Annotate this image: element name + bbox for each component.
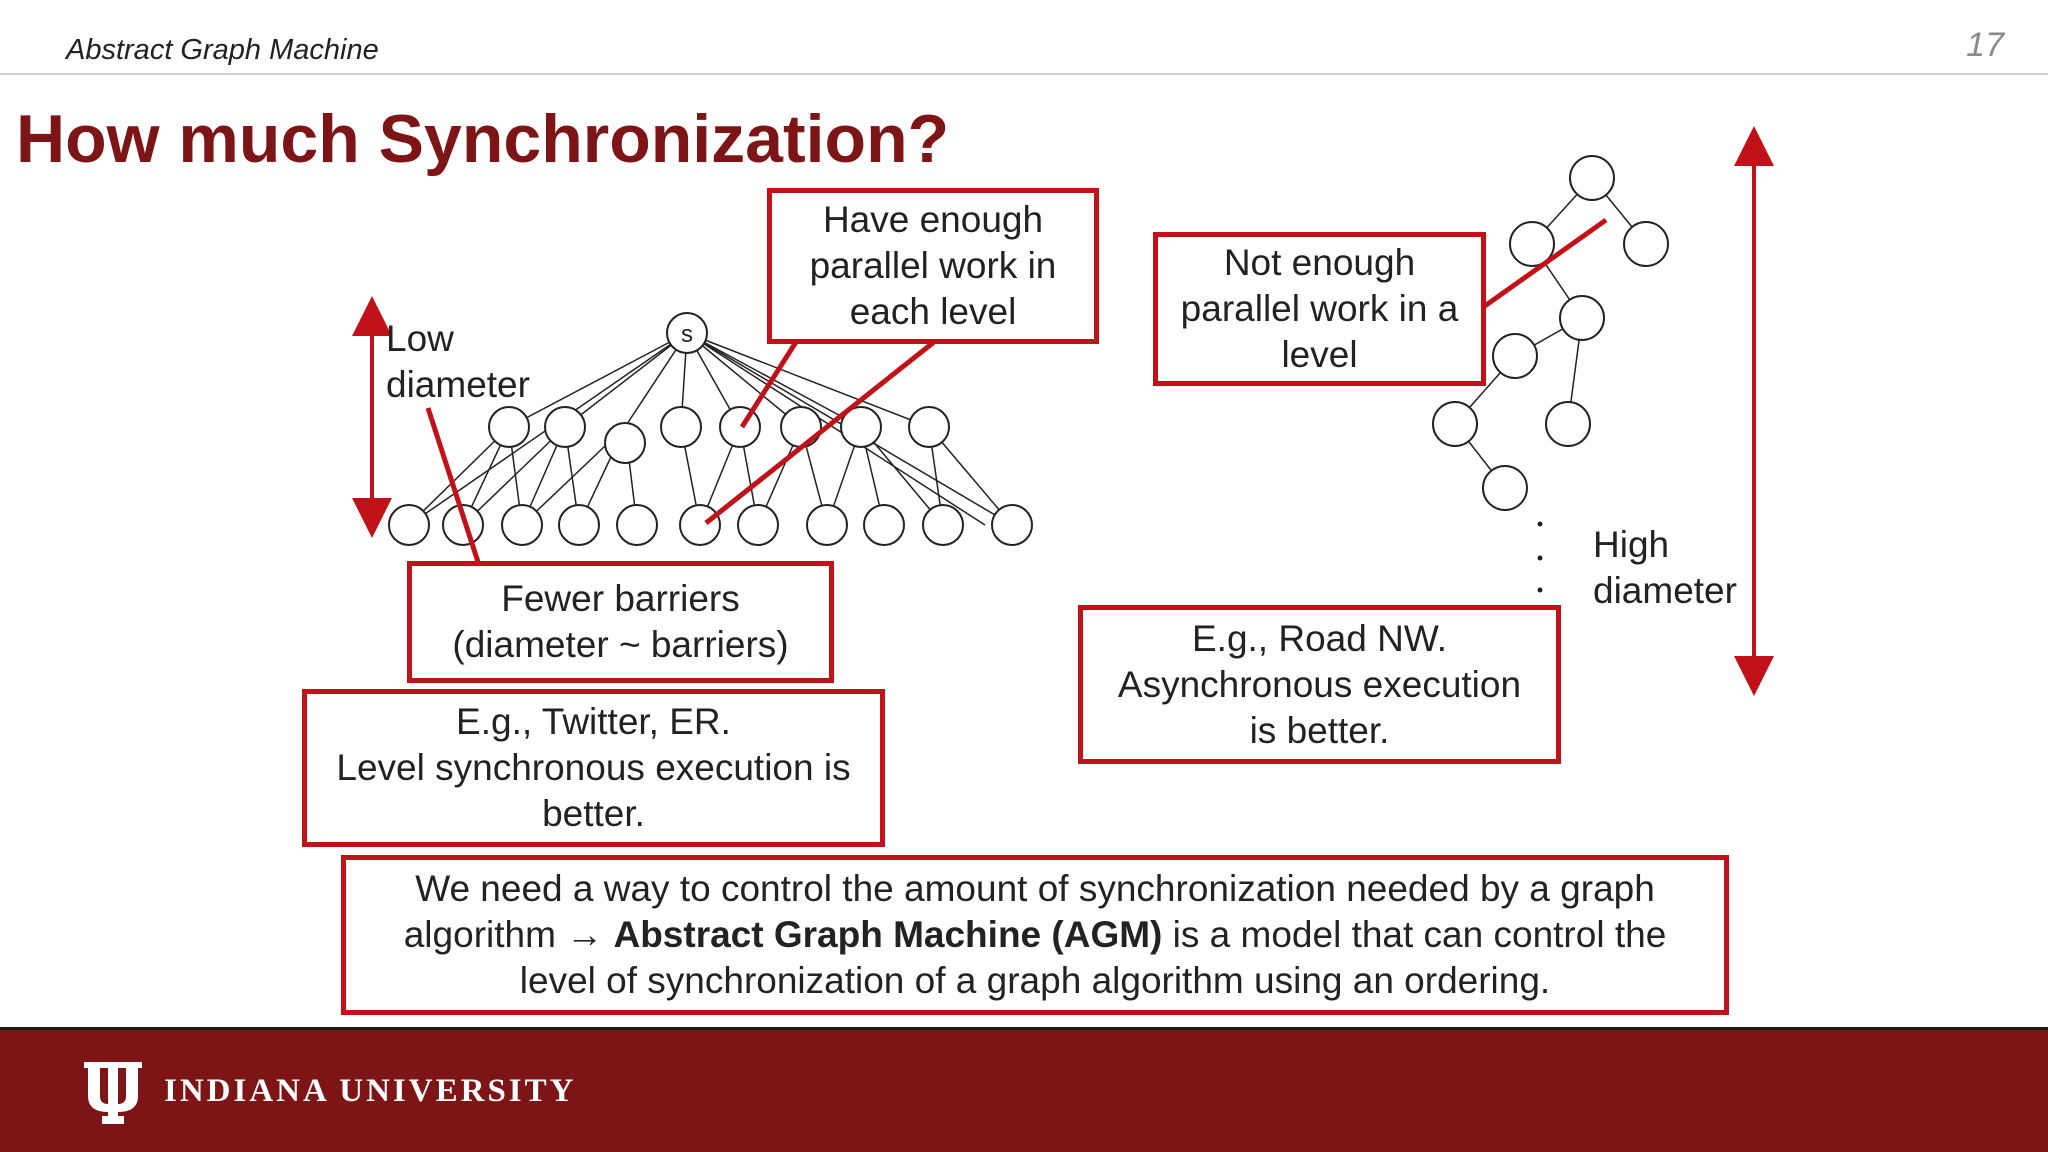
node (923, 505, 963, 545)
conclusion-box (341, 855, 1729, 1015)
node (1570, 156, 1614, 200)
node (617, 505, 657, 545)
callout-parallel-work (767, 188, 1099, 344)
low-diameter-line2: diameter (386, 364, 530, 405)
continuation-dots (1538, 522, 1543, 593)
university-name: INDIANA UNIVERSITY (164, 1073, 577, 1109)
node (720, 407, 760, 447)
callout-line: Fewer barriers (501, 578, 740, 619)
conclusion-line2-pre: algorithm → (403, 914, 614, 955)
agm-term: Abstract Graph Machine (AGM) (613, 914, 1163, 955)
deck-title: Abstract Graph Machine (66, 34, 379, 66)
node (545, 407, 585, 447)
high-diameter-line1: High (1593, 524, 1670, 565)
callout-line: parallel work in (809, 245, 1057, 286)
iu-trident-icon (84, 1060, 142, 1124)
conclusion-line3: level of synchronization of a graph algorithm using an ordering. (519, 960, 1551, 1001)
node (807, 505, 847, 545)
callout-line: Asynchronous execution (1117, 663, 1522, 705)
callout-line: level (1281, 334, 1358, 375)
high-diameter-label (1593, 522, 1737, 614)
slide-title: How much Synchronization? (16, 101, 950, 177)
node (605, 423, 645, 463)
node (1560, 296, 1604, 340)
node (909, 407, 949, 447)
callout-line: parallel work in a (1180, 288, 1459, 329)
node (389, 505, 429, 545)
low-diameter-line1: Low (386, 318, 454, 359)
callout-line: is better. (1249, 709, 1390, 751)
node (1546, 402, 1590, 446)
conclusion-line2 (404, 912, 1667, 958)
callout-fewer-barriers (407, 561, 834, 683)
high-diameter-line2: diameter (1593, 570, 1737, 611)
node (1493, 334, 1537, 378)
source-node-label: s (681, 321, 693, 348)
node (738, 505, 778, 545)
callout-line: each level (849, 291, 1017, 332)
callout-line: (diameter ~ barriers) (452, 624, 789, 665)
node (502, 505, 542, 545)
node (864, 505, 904, 545)
callout-road-example (1078, 605, 1561, 764)
node (559, 505, 599, 545)
callout-line: Not enough (1223, 242, 1416, 283)
callout-line: Level synchronous execution is (336, 747, 851, 788)
page-number: 17 (1966, 26, 2004, 64)
callout-line: E.g., Twitter, ER. (456, 701, 731, 742)
node (992, 505, 1032, 545)
node (1483, 466, 1527, 510)
node (1624, 222, 1668, 266)
node (489, 407, 529, 447)
callout-line: E.g., Road NW. (1191, 617, 1447, 659)
node (1433, 402, 1477, 446)
node (781, 407, 821, 447)
low-diameter-label (386, 316, 530, 408)
callout-line: better. (542, 793, 645, 834)
node (680, 505, 720, 545)
conclusion-line2-post: is a model that can control the (1162, 914, 1667, 955)
conclusion-line1: We need a way to control the amount of synchronization needed by a graph (415, 868, 1655, 909)
callout-twitter-example (302, 689, 885, 847)
callout-not-enough (1153, 232, 1486, 386)
callout-line: Have enough (822, 199, 1044, 240)
node (661, 407, 701, 447)
